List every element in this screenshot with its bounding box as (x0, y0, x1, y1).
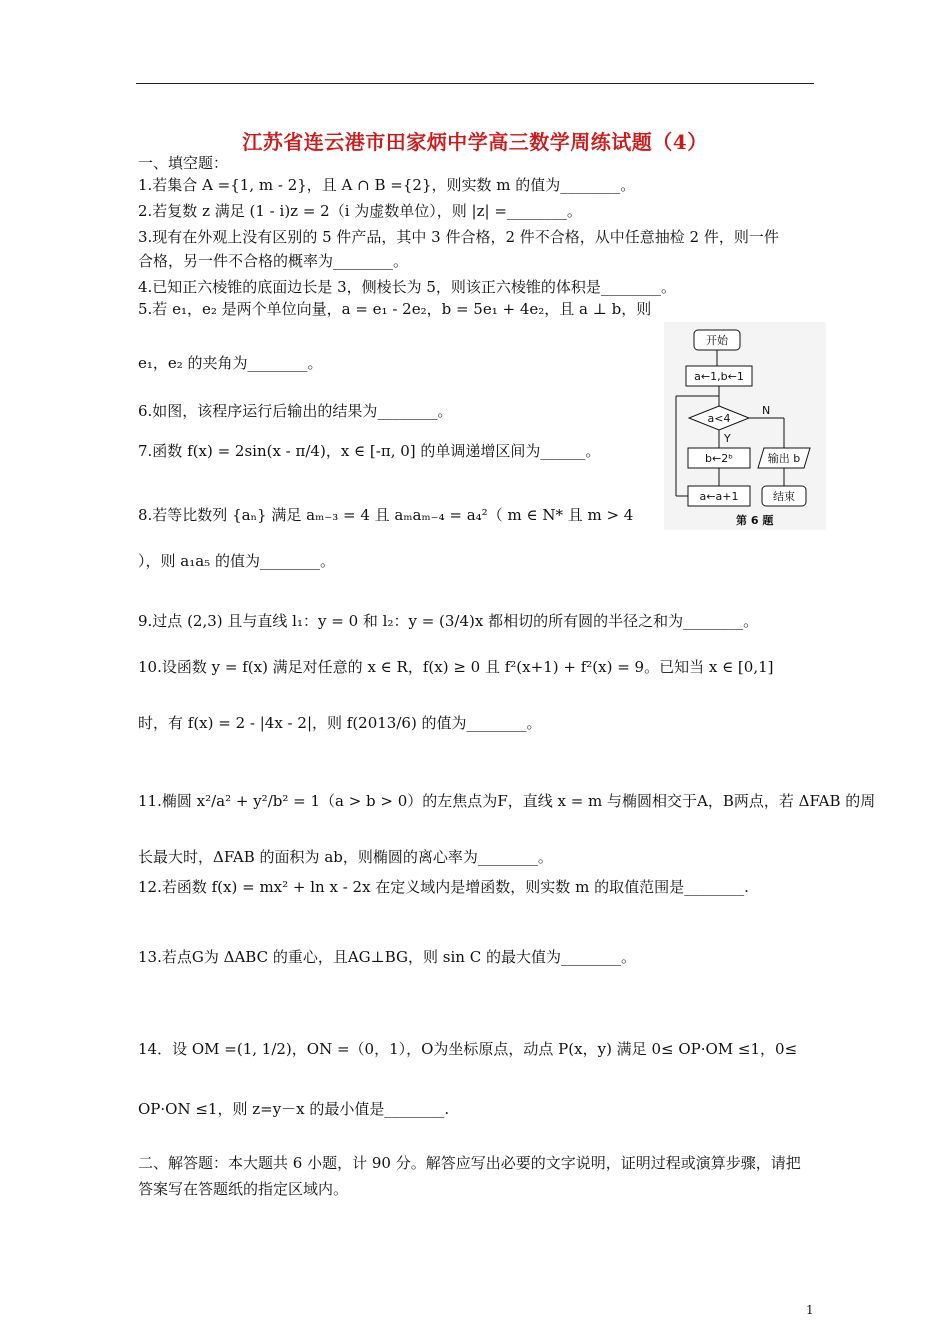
question-8-line-1: 8.若等比数列 {aₙ} 满足 aₘ₋₃ = 4 且 aₘaₘ₋₄ = a₄²（ m ∈ N* 且 m > 4 (138, 506, 634, 524)
question-3-line-2: 合格，另一件不合格的概率为________。 (138, 252, 409, 270)
question-9: 9.过点 (2,3) 且与直线 l₁：y = 0 和 l₂：y = (3/4)x 都相切的所有圆的半径之和为________。 (138, 612, 759, 630)
question-8-line-2: ），则 a₁a₅ 的值为________。 (138, 552, 335, 570)
header-rule (136, 83, 814, 84)
question-14-line-2: OP·ON ≤1，则 z=y－x 的最小值是________. (138, 1100, 450, 1118)
section-answer-heading: 二、解答题：本大题共 6 小题，计 90 分。解答应写出必要的文字说明，证明过程或演算步骤，请把答案写在答题纸的指定区域内。 (138, 1154, 801, 1198)
flowchart-end-text: 结束 (773, 490, 795, 503)
flowchart-increment-text: a←a+1 (699, 490, 739, 503)
flowchart-figure (664, 322, 826, 530)
flowchart-caption: 第 6 题 (736, 514, 774, 527)
question-12: 12.若函数 f(x) = mx² + ln x - 2x 在定义域内是增函数，则实数 m 的取值范围是________. (138, 878, 749, 896)
question-13: 13.若点G为 ΔABC 的重心，且AG⊥BG，则 sin C 的最大值为________。 (138, 948, 636, 966)
question-10-line-2: 时，有 f(x) = 2 - |4x - 2|，则 f(2013/6) 的值为________。 (138, 714, 542, 732)
question-3-line-1: 3.现有在外观上没有区别的 5 件产品，其中 3 件合格，2 件不合格，从中任意抽检 2 件，则一件 (138, 228, 779, 246)
question-10-line-1: 10.设函数 y = f(x) 满足对任意的 x ∈ R，f(x) ≥ 0 且 f²(x+1) + f²(x) = 9。已知当 x ∈ [0,1] (138, 658, 774, 676)
flowchart-no-label: N (762, 404, 771, 417)
question-14-line-1: 14．设 OM =(1, 1/2)，ON =（0，1），O为坐标原点，动点 P(x，y) 满足 0≤ OP·OM ≤1，0≤ (138, 1040, 798, 1058)
question-5-line-2: e₁，e₂ 的夹角为________。 (138, 354, 323, 372)
question-5-line-1: 5.若 e₁，e₂ 是两个单位向量，a = e₁ - 2e₂，b = 5e₁ + 4e₂，且 a ⊥ b，则 (138, 300, 652, 318)
question-11-line-1: 11.椭圆 x²/a² + y²/b² = 1（a > b > 0）的左焦点为F，直线 x = m 与椭圆相交于A，B两点，若 ΔFAB 的周 (138, 792, 876, 810)
flowchart-start-text: 开始 (706, 334, 728, 347)
flowchart-yes-label: Y (724, 432, 731, 445)
question-1: 1.若集合 A ={1, m - 2}，且 A ∩ B ={2}，则实数 m 的值为________。 (138, 176, 636, 194)
flowchart-init-text: a←1,b←1 (694, 370, 744, 383)
question-11-line-2: 长最大时，ΔFAB 的面积为 ab，则椭圆的离心率为________。 (138, 848, 553, 866)
flowchart-assign-text: b←2ᵇ (705, 452, 733, 465)
question-7: 7.函数 f(x) = 2sin(x - π/4)，x ∈ [-π, 0] 的单调递增区间为______。 (138, 442, 601, 460)
flowchart-condition-text: a<4 (707, 412, 731, 425)
page-title: 江苏省连云港市田家炳中学高三数学周练试题（4） (242, 130, 708, 154)
question-6: 6.如图，该程序运行后输出的结果为________。 (138, 402, 453, 420)
flowchart-svg (664, 322, 826, 530)
question-2: 2.若复数 z 满足 (1 - i)z = 2（i 为虚数单位），则 |z| =________。 (138, 202, 582, 220)
question-4: 4.已知正六棱锥的底面边长是 3，侧棱长为 5，则该正六棱锥的体积是________。 (138, 278, 676, 296)
section-fill-in-heading: 一、填空题： (138, 154, 229, 172)
flowchart-output-text: 输出 b (767, 452, 801, 465)
page-number: 1 (806, 1303, 814, 1317)
